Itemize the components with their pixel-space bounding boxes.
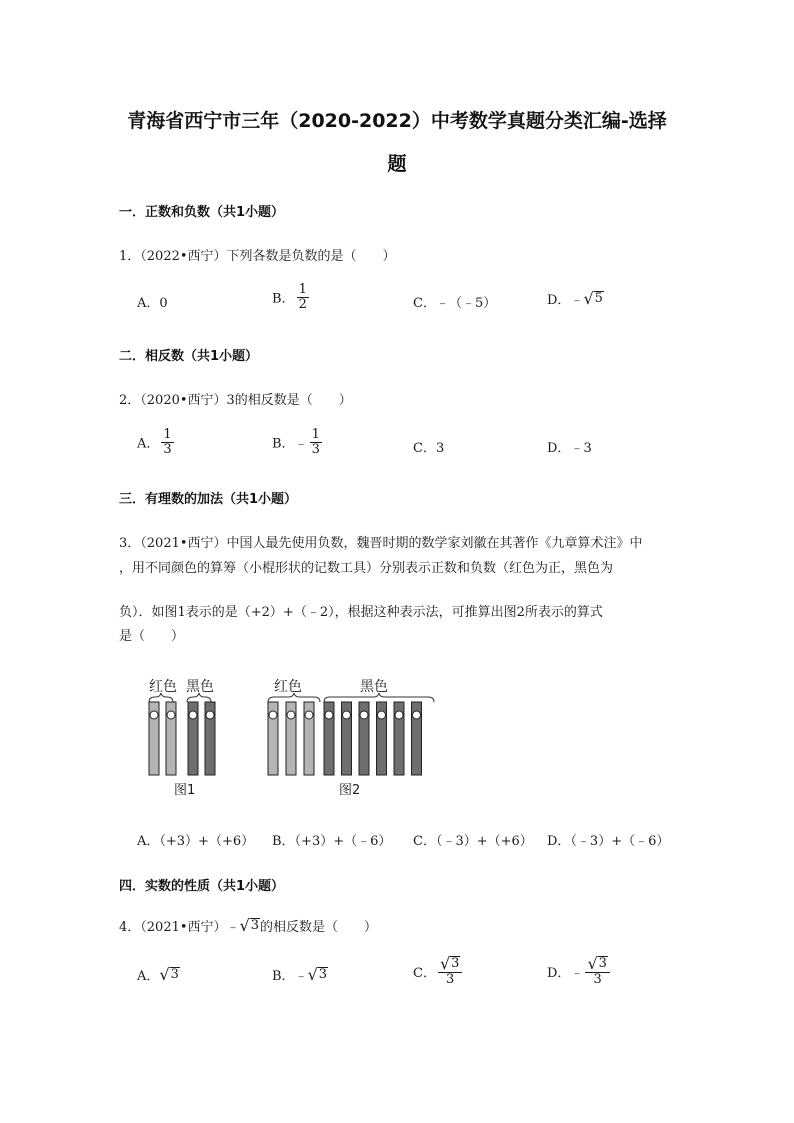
fig2-black-brace (324, 693, 434, 702)
fig2-red-label: 红色 (274, 679, 302, 695)
black-rod (342, 702, 352, 775)
fig2-rods (268, 702, 422, 775)
fraction: $\frac{1}{2}$ (298, 282, 307, 312)
fig1-rods (149, 702, 215, 775)
red-rod (149, 702, 159, 775)
q3-option-c: C．（﹣3）+（+6） (413, 834, 533, 849)
sqrt-expression: √ 5 (583, 288, 603, 308)
fraction: $\frac{1}{3}$ (311, 427, 320, 457)
red-rod (286, 702, 296, 775)
sqrt-expression: √ 3 (307, 964, 328, 984)
black-rod (205, 702, 215, 775)
q1-option-c: C．﹣（﹣5） (413, 296, 497, 311)
q4-option-a: A． √ 3 (137, 964, 179, 984)
question-3-line-4: 是（ ） (119, 629, 185, 644)
q3-option-a: A．（+3）+（+6） (137, 834, 255, 849)
q1-option-a: A．0 (137, 296, 168, 311)
black-rod (377, 702, 387, 775)
section-heading-3: 三．有理数的加法（共1小题） (119, 492, 298, 507)
section-heading-4: 四．实数的性质（共1小题） (119, 879, 285, 894)
fraction: √ 3 3 (438, 956, 462, 987)
page-title-line-2: 题 (387, 153, 407, 175)
page-title-line-1: 青海省西宁市三年（2020-2022）中考数学真题分类汇编-选择 (127, 110, 667, 132)
question-3-line-2: ，用不同颜色的算筹（小棍形状的记数工具）分别表示正数和负数（红色为正，黑色为 (119, 561, 614, 576)
fraction: $\frac{1}{3}$ (163, 427, 172, 457)
fig1-red-label: 红色 (149, 679, 177, 695)
question-1-stem: 1．（2022•西宁）下列各数是负数的是（ ） (119, 249, 396, 264)
q2-option-c: C．3 (413, 441, 445, 456)
sqrt-expression: √ 3 (239, 915, 260, 935)
fig2-black-label: 黑色 (360, 679, 388, 695)
sqrt-expression: √ 3 (159, 964, 179, 984)
red-rod (268, 702, 278, 775)
question-3-line-1: 3．（2021•西宁）中国人最先使用负数，魏晋时期的数学家刘徽在其著作《九章算术注》中 (119, 536, 643, 551)
q1-option-b: B． $\frac{1}{2}$ (272, 282, 307, 312)
red-rod (304, 702, 314, 775)
black-rod (412, 702, 422, 775)
q2-option-d: D．﹣3 (547, 441, 592, 456)
fig2-caption: 图2 (339, 783, 361, 798)
q1-option-d: D．﹣ √ 5 (547, 288, 603, 308)
black-rod (324, 702, 334, 775)
fig1-black-label: 黑色 (186, 679, 214, 695)
question-4-stem: 4．（2021•西宁）﹣ √ 3 的相反数是（ ） (119, 915, 378, 935)
q4-option-c: C． √ 3 3 (413, 956, 462, 987)
section-heading-1: 一．正数和负数（共1小题） (119, 205, 285, 220)
fraction: √ 3 3 (585, 956, 609, 987)
black-rod (188, 702, 198, 775)
counting-rods-figure (140, 672, 440, 802)
fig1-caption: 图1 (174, 783, 196, 798)
question-2-stem: 2．（2020•西宁）3的相反数是（ ） (119, 393, 352, 408)
q3-option-b: B．（+3）+（﹣6） (272, 834, 392, 849)
question-3-line-3: 负）．如图1表示的是（+2）+（﹣2），根据这种表示法，可推算出图2所表示的算式 (119, 605, 603, 620)
black-rod (394, 702, 404, 775)
q4-option-b: B．﹣ √ 3 (272, 964, 328, 984)
red-rod (166, 702, 176, 775)
q2-option-b: B．﹣ $\frac{1}{3}$ (272, 427, 320, 457)
q3-option-d: D．（﹣3）+（﹣6） (547, 834, 670, 849)
black-rod (359, 702, 369, 775)
section-heading-2: 二．相反数（共1小题） (119, 349, 259, 364)
q4-option-d: D．﹣ √ 3 3 (547, 956, 610, 987)
q2-option-a: A． $\frac{1}{3}$ (137, 427, 172, 457)
